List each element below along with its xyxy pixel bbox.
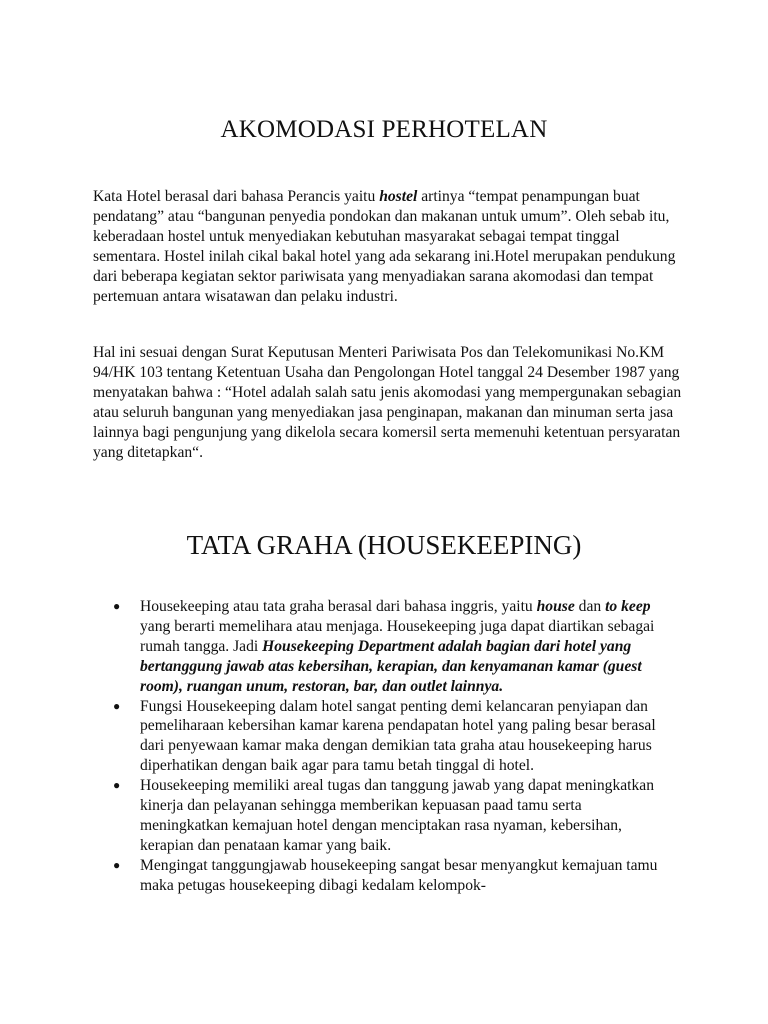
intro-text-start: Kata Hotel berasal dari bahasa Perancis yaitu	[93, 188, 380, 205]
housekeeping-list	[113, 597, 673, 896]
intro-paragraph	[93, 187, 683, 306]
list-item	[113, 776, 673, 856]
list-item-text: yang berarti memelihara atau menjaga. Housekeeping juga dapat diartikan sebagai rumah tangga. Jadi	[140, 617, 655, 655]
list-item-text: Housekeeping atau tata graha berasal dari bahasa inggris, yaitu	[140, 598, 537, 615]
regulation-paragraph: Hal ini sesuai dengan Surat Keputusan Menteri Pariwisata Pos dan Telekomunikasi No.KM 94/HK 103 tentang Ketentuan Usaha dan Pengolongan Hotel tanggal 24 Desember 1987 yang menyatakan bahwa : “Hotel adalah salah satu jenis akomodasi yang mempergunakan sebagian atau seluruh bangunan yang menyediakan jasa penginapan, makanan dan minuman serta jasa lainnya bagi pengunjung yang dikelola secara komersil serta memenuhi ketentuan persyaratan yang ditetapkan“.	[93, 344, 682, 461]
bullet-icon: ●	[113, 778, 121, 793]
list-item-text: Fungsi Housekeeping dalam hotel sangat penting demi kelancaran penyiapan dan pemeliharaan kebersihan kamar karena pendapatan hotel yang paling besar berasal dari penyewaan kamar maka dengan demikian tata graha atau housekeeping harus diperhatikan dengan baik agar para tamu betah tinggal di hotel.	[140, 697, 656, 775]
list-item	[113, 856, 673, 896]
main-heading: AKOMODASI PERHOTELAN	[220, 116, 548, 143]
bullet-icon: ●	[113, 857, 121, 872]
bullet-icon: ●	[113, 698, 121, 713]
intro-text-rest: artinya “tempat penampungan buat pendatang” atau “bangunan penyedia pondokan dan makanan untuk umum”. Oleh sebab itu, keberadaan hostel untuk menyediakan kebutuhan masyarakat sebagai tempat tinggal sementara. Hostel inilah cikal bakal hotel yang ada sekarang ini.Hotel merupakan pendukung dari beberapa kegiatan sektor pariwisata yang menyadiakan sarana akomodasi dan tempat pertemuan antara wisatawan dan pelaku industri.	[93, 188, 676, 305]
list-item-text: dan	[574, 598, 606, 615]
list-item-text: Housekeeping memiliki areal tugas dan tanggung jawab yang dapat meningkatkan kinerja dan pelayanan sehingga memberikan kepuasan paad tamu serta meningkatkan kemajuan hotel dengan menciptakan rasa nyaman, kebersihan, kerapian dan penataan kamar yang baik.	[140, 777, 655, 854]
intro-term-hostel: hostel	[379, 188, 418, 205]
list-item	[113, 597, 673, 697]
list-item-text: Mengingat tanggungjawab housekeeping sangat besar menyangkut kemajuan tamu maka petugas housekeeping dibagi kedalam kelompok-	[140, 856, 658, 894]
term-to-keep: to keep	[605, 598, 651, 615]
list-item	[113, 697, 673, 777]
section-heading: TATA GRAHA (HOUSEKEEPING)	[186, 530, 582, 560]
bullet-icon: ●	[113, 599, 121, 613]
definition-emphasis: Housekeeping Department adalah bagian dari hotel yang bertanggung jawab atas kebersihan, kerapian, dan kenyamanan kamar (guest room), ruangan unum, restoran, bar, dan outlet lainnya.	[140, 637, 642, 695]
term-house: house	[536, 598, 575, 615]
